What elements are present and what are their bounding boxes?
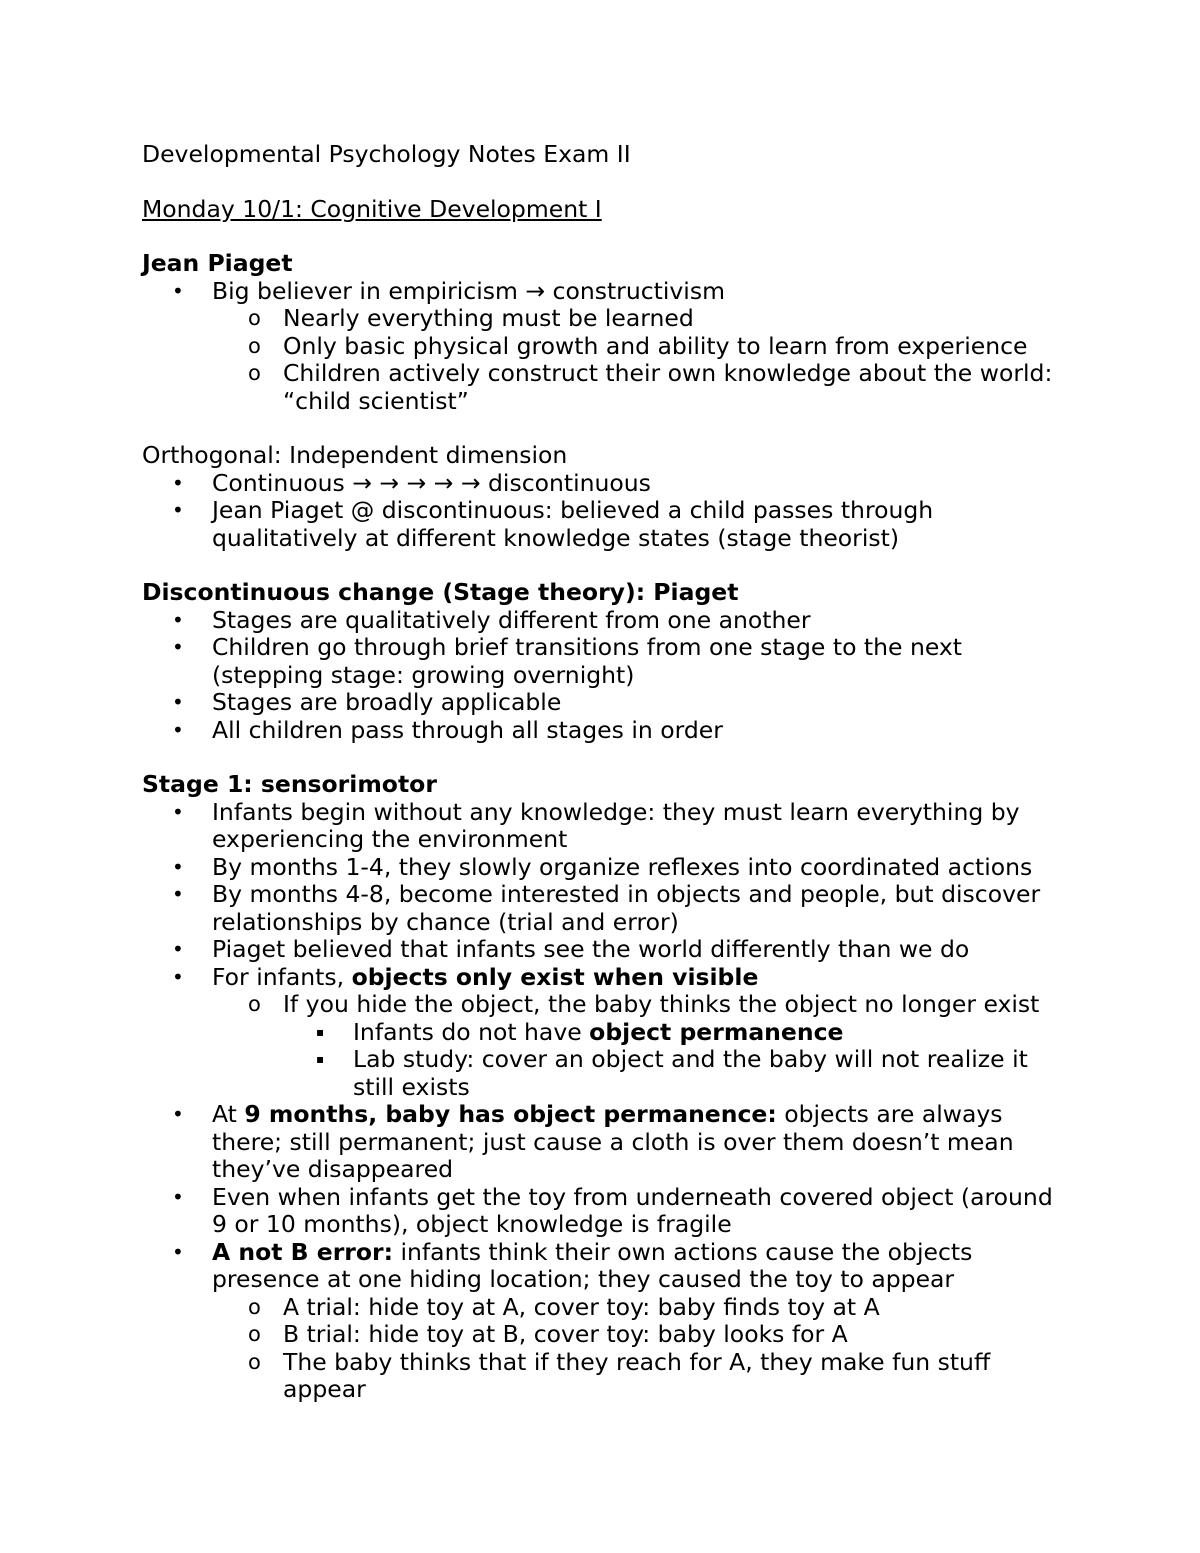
bullet-icon: • [172, 1239, 184, 1264]
item-text: Continuous → → → → → discontinuous [212, 468, 651, 497]
list-item [142, 360, 1072, 415]
bold-text: objects only exist when visible [351, 962, 759, 991]
block-heading: Jean Piaget [142, 249, 293, 277]
list-item [142, 607, 1072, 635]
bullet-list [142, 470, 1072, 553]
item-text: Piaget believed that infants see the world differently than we do [212, 935, 970, 963]
note-block [142, 579, 1072, 744]
item-text: Even when infants get the toy from underneath covered object (around 9 or 10 months), object knowledge is fragile [212, 1182, 1053, 1238]
bullet-icon: • [172, 799, 184, 824]
bullet-list [142, 607, 1072, 745]
bullet-icon: o [248, 361, 261, 385]
item-text: The baby thinks that if they reach for A, they make fun stuff appear [283, 1347, 991, 1403]
list-item [142, 854, 1072, 882]
bullet-icon: • [172, 964, 184, 989]
bullet-list [142, 278, 1072, 416]
bullet-icon: • [172, 690, 184, 714]
item-text: By months 1-4, they slowly organize reflexes into coordinated actions [212, 852, 1033, 881]
bullet-icon: • [172, 717, 184, 742]
bold-text: object permanence [589, 1017, 844, 1046]
notes-blocks [142, 250, 1072, 1404]
bullet-icon: ▪ [316, 1052, 325, 1066]
item-text: Infants begin without any knowledge: they must learn everything by experiencing the environment [212, 797, 1020, 853]
list-item [142, 799, 1072, 854]
bullet-icon: o [248, 1294, 261, 1319]
list-item [142, 497, 1072, 552]
bullet-icon: • [172, 854, 184, 879]
block-heading: Orthogonal: Independent dimension [142, 441, 568, 469]
item-text: Children go through brief transitions from one stage to the next (stepping stage: growing overnight) [212, 633, 963, 689]
bold-text: A not B error: [212, 1237, 394, 1266]
list-item [142, 1349, 1072, 1404]
item-text: All children pass through all stages in order [212, 715, 723, 744]
list-item [142, 1046, 1072, 1101]
block-heading: Discontinuous change (Stage theory): Piaget [142, 578, 739, 606]
list-item [142, 634, 1072, 689]
item-text: A trial: hide toy at A, cover toy: baby finds toy at A [283, 1292, 880, 1321]
bullet-icon: • [172, 607, 184, 632]
bullet-icon: • [172, 882, 184, 906]
list-item [142, 717, 1072, 745]
bullet-list [142, 799, 1072, 1404]
item-text: infants think their own actions cause the objects presence at one hiding location; they caused the toy to appear [212, 1237, 973, 1293]
item-text: Infants do not have [353, 1017, 590, 1046]
bold-text: 9 months, baby has object permanence: [244, 1100, 777, 1128]
item-text: For infants, [212, 962, 352, 991]
bullet-icon: • [172, 1184, 184, 1209]
section-title: Monday 10/1: Cognitive Development I [142, 194, 602, 223]
item-text: Stages are qualitatively different from one another [212, 605, 811, 634]
item-text: Stages are broadly applicable [212, 688, 562, 716]
bullet-icon: o [248, 1322, 261, 1346]
note-block [142, 250, 1072, 415]
bullet-icon: • [172, 278, 184, 303]
list-item [142, 964, 1072, 992]
bullet-icon: o [248, 992, 261, 1016]
list-item [142, 1019, 1072, 1047]
item-text: Jean Piaget @ discontinuous: believed a child passes through qualitatively at different knowledge states (stage theorist) [212, 496, 934, 552]
list-item [142, 689, 1072, 717]
list-item [142, 278, 1072, 306]
bullet-icon: o [248, 333, 261, 358]
item-text: Nearly everything must be learned [283, 304, 694, 332]
item-text: Children actively construct their own knowledge about the world: “child scientist” [283, 359, 1053, 415]
bullet-icon: • [172, 635, 184, 659]
item-text: objects are always there; still permanent; just cause a cloth is over them doesn’t mean they’ve disappeared [212, 1100, 1014, 1183]
item-text: By months 4-8, become interested in objects and people, but discover relationships by chance (trial and error) [212, 880, 1041, 936]
item-text: Big believer in empiricism → constructivism [212, 276, 725, 305]
list-item [142, 470, 1072, 498]
note-block [142, 442, 1072, 552]
list-item [142, 1101, 1072, 1184]
bullet-icon: o [248, 306, 261, 330]
bullet-icon: o [248, 1349, 261, 1374]
block-heading: Stage 1: sensorimotor [142, 770, 437, 798]
list-item [142, 1239, 1072, 1294]
bullet-icon: ▪ [316, 1024, 325, 1039]
list-item [142, 991, 1072, 1019]
list-item [142, 305, 1072, 333]
list-item [142, 1294, 1072, 1322]
item-text: B trial: hide toy at B, cover toy: baby looks for A [283, 1320, 848, 1348]
item-text: If you hide the object, the baby thinks the object no longer exist [283, 990, 1040, 1018]
item-text: Only basic physical growth and ability to learn from experience [283, 331, 1028, 360]
bullet-icon: • [172, 498, 184, 522]
list-item [142, 1184, 1072, 1239]
bullet-icon: • [172, 937, 184, 961]
item-text: Lab study: cover an object and the baby will not realize it still exists [353, 1045, 1028, 1101]
note-block [142, 771, 1072, 1404]
list-item [142, 1321, 1072, 1349]
bullet-icon: • [172, 1102, 184, 1126]
list-item [142, 333, 1072, 361]
document-body [142, 141, 1072, 1431]
list-item [142, 881, 1072, 936]
bullet-icon: • [172, 470, 184, 495]
document-title: Developmental Psychology Notes Exam II [142, 140, 631, 168]
list-item [142, 936, 1072, 964]
item-text: At [212, 1100, 245, 1128]
